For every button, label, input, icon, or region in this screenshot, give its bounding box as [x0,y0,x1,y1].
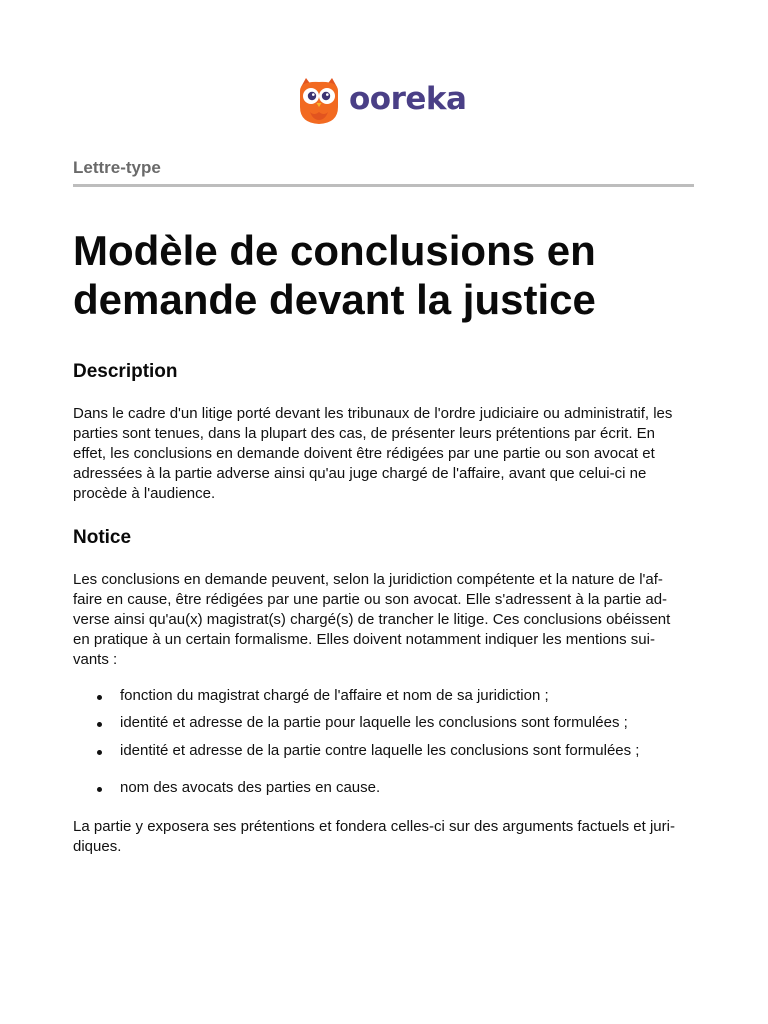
brand-logo[interactable] [297,76,466,126]
list-item-text: identité et adresse de la partie pour laquelle les conclusions sont formulées ; [120,714,628,731]
brand-name: ooreka [349,80,467,117]
list-item-text: fonction du magistrat chargé de l'affaire et nom de sa juridiction ; [120,687,549,704]
paragraph-line: verse ainsi qu'au(x) magistrat(s) chargé(s) de trancher le litige. Ces conclusions obéissent [73,611,671,628]
paragraph-line: diques. [73,838,122,855]
bullet-icon [97,787,102,792]
page-title [73,226,713,324]
owl-icon [297,77,341,125]
header-divider [73,184,694,187]
list-item-text: identité et adresse de la partie contre laquelle les conclusions sont formulées ; [120,742,640,759]
notice-heading: Notice [73,527,132,548]
bullet-icon [97,722,102,727]
title-line: Modèle de conclusions en [73,227,596,274]
paragraph-line: procède à l'audience. [73,485,216,502]
notice-intro-paragraph [73,570,698,670]
paragraph-line: Dans le cadre d'un litige porté devant les tribunaux de l'ordre judiciaire ou administratif, les [73,405,673,422]
paragraph-line: effet, les conclusions en demande doivent être rédigées par une partie ou son avocat et [73,445,655,462]
paragraph-line: vants : [73,651,118,668]
bullet-icon [97,695,102,700]
description-paragraph [73,404,698,504]
notice-closing-paragraph [73,817,698,857]
list-item-text: nom des avocats des parties en cause. [120,779,381,796]
title-line: demande devant la justice [73,276,596,323]
paragraph-line: adressées à la partie adverse ainsi qu'au juge chargé de l'affaire, avant que celui-ci ne [73,465,647,482]
paragraph-line: Les conclusions en demande peuvent, selon la juridiction compétente et la nature de l'af- [73,571,663,588]
paragraph-line: parties sont tenues, dans la plupart des cas, de présenter leurs prétentions par écrit. En [73,425,655,442]
description-heading: Description [73,361,178,382]
paragraph-line: en pratique à un certain formalisme. Elles doivent notamment indiquer les mentions sui- [73,631,655,648]
paragraph-line: faire en cause, être rédigées par une partie ou son avocat. Elle s'adressent à la partie ad- [73,591,668,608]
paragraph-line: La partie y exposera ses prétentions et fondera celles-ci sur des arguments factuels et juri- [73,818,675,835]
document-type-label: Lettre-type [73,158,161,177]
bullet-icon [97,750,102,755]
